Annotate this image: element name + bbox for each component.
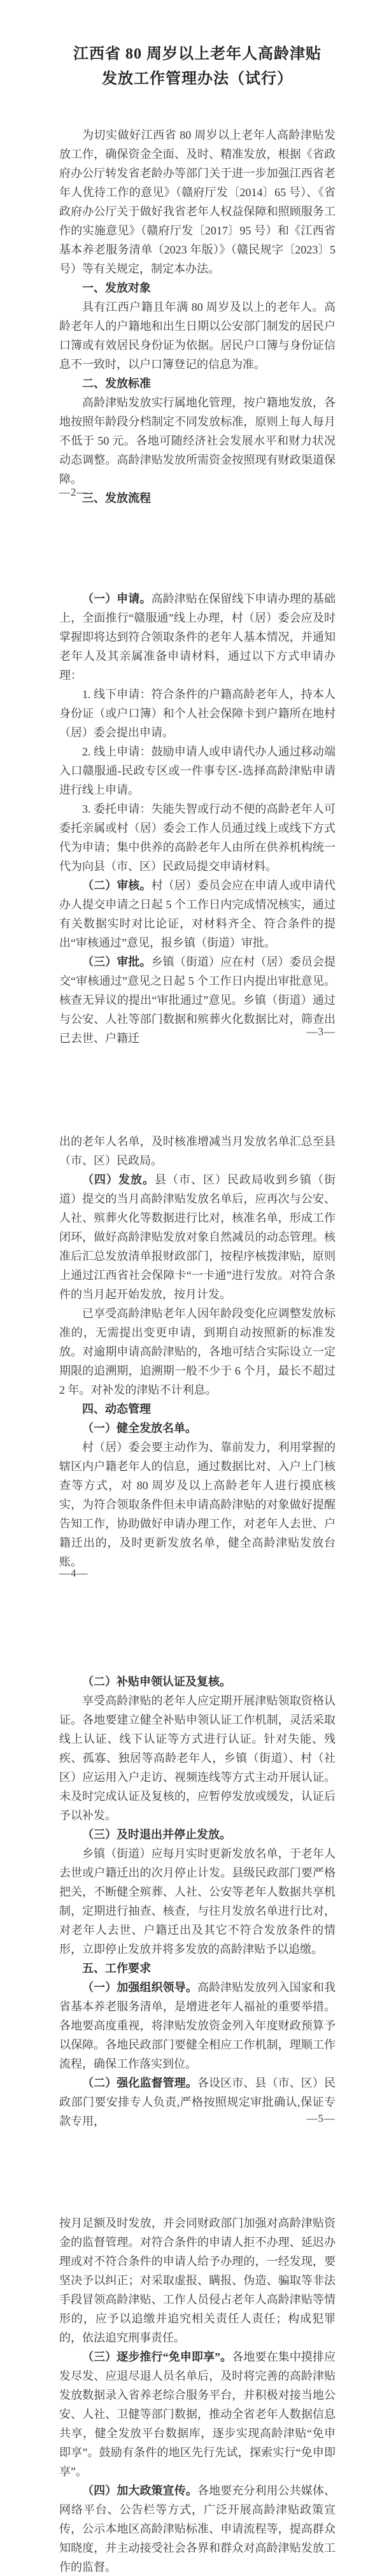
sub-section-heading: （一）健全发放名单。 [82,1422,197,1435]
paragraph: （一）加强组织领导。高龄津贴发放列入国家和我省基本养老服务清单，是增进老年人福祉的重要举措。各地要高度重视，将津贴发放资金列入年度财政预算予以保障。各地民政部门要健全相应工作机制，理顺工作流程，确保工作落实到位。 [59,1981,336,2070]
paragraph: 出的老年人名单，及时核准增减当月发放名单汇总至县（市、区）民政局。 [59,1135,336,1167]
paragraph: （二）强化监督管理。各设区市、县（市、区）民政部门要安排专人负责,严格按照规定审批确认,保证专款专用， [59,2077,336,2128]
document-title [53,42,342,92]
section-heading: 一、发放对象 [82,282,151,294]
paragraph: 为切实做好江西省 80 周岁以上老年人高龄津贴发放工作，确保资金全面、及时、精准发放，根据《省政府办公厅转发省老龄办等部门关于进一步加强江西省老年人优待工作的意见》（赣府厅发〔2014〕65 号）、《省政府办公厅关于做好我省老年人权益保障和照顾服务工作的实施意见》（赣府厅发〔2017〕95 号）和《江西省基本养老服务清单（2023 年版）》（赣民规字〔2023〕5 号）等有关规定，制定本办法。 [59,129,336,275]
page-4-body [59,1672,336,2131]
page-2-body [59,589,336,1048]
paragraph: 1. 线下申请：符合条件的户籍高龄老年人，持本人身份证（或户口簿）和个人社会保障卡到户籍所在地村（居）委会提出申请。 [59,688,336,739]
page-1-body [59,125,336,508]
page-number: —4— [59,1567,88,1579]
page-number: —2— [59,486,88,498]
section-heading: 五、工作要求 [82,1962,151,1975]
page-3-body [59,1132,336,1571]
document-title-line-2: 发放工作管理办法（试行） [102,71,293,87]
paragraph-lead-label: （三）审批。 [82,955,152,968]
paragraph: 3. 委托申请：失能失智或行动不便的高龄老年人可委托亲属或村（居）委会工作人员通过线上或线下方式代为申请；集中供养的高龄老年人由所在供养机构统一代为向县（市、区）民政局提交申请材料。 [59,803,336,873]
page-number: —3— [306,1026,336,1038]
paragraph: 村（居）委会要主动作为、靠前发力，利用掌握的辖区内户籍老年人的信息，通过数据比对、入户上门核查等方式，对 80 周岁及以上高龄老年人进行摸底核实，为符合领取条件但未申请高龄津贴的对象做好提醒告知工作，协助做好申请办理工作，对老年人去世、户籍迁出的，及时更新发放名单，健全高龄津贴发放台账。 [59,1441,336,1568]
paragraph-lead-label: （一）申请。 [82,592,152,605]
paragraph-lead-label: （四）加大政策宣传。 [82,2484,197,2497]
paragraph: 享受高龄津贴的老年人应定期开展津贴领取资格认证。各地要建立健全补贴申领认证工作机制，灵活采取线上认证、线下认证等方式进行认证。针对失能、残疾、孤寡、独居等高龄老年人，乡镇（街道）、村（社区）应运用入户走访、视频连线等方式主动开展认证。未及时完成认证及复核的，应暂停发放或缓发，认证后予以补发。 [59,1694,336,1822]
paragraph: （三）审批。乡镇（街道）应在村（居）委员会提交“审核通过”意见之日起 5 个工作日内提出审批意见。核查无异议的提出“审批通过”意见。乡镇（街道）通过与公安、人社等部门数据和殡葬火化数据比对，筛查出已去世、户籍迁 [59,955,336,1045]
paragraph: （一）申请。高龄津贴在保留线下申请办理的基础上，全面推行“赣服通”线上办理，村（居）委会应及时掌握即将达到符合领取条件的老年人基本情况，并通知老年人及其亲属准备申请材料，通过以下方式申请办理： [59,592,336,682]
paragraph: （三）逐步推行“免申即享”。各地要在集中摸排应发尽发、应退尽退人员名单后，及时将完善的高龄津贴发放数据录入省养老综合服务平台，并积极对接当地公安、人社、卫健等部门数据，推动全省老年人数据信息共享，健全发放平台数据库，逐步实现高龄津贴“免申即享”。鼓励有条件的地区先行先试，探索实行“免申即享”。 [59,2351,336,2478]
paragraph: 高龄津贴发放实行属地化管理，按户籍地发放，各地按照年龄段分档制定不同发放标准，原则上每人每月不低于 50 元。各地可随经济社会发展水平和财力状况动态调整。高龄津贴发放所需资金按照现有财政渠道保障。 [59,396,336,485]
paragraph: 具有江西户籍且年满 80 周岁及以上的老年人。高龄老年人的户籍地和出生日期以公安部门制发的居民户口簿或有效居民身份证为依据。居民户口簿与身份证信息不一致时，以户口簿登记的信息为准。 [59,301,336,371]
paragraph-lead-label: （三）逐步推行“免申即享”。 [82,2351,232,2363]
paragraph: 乡镇（街道）应每月实时更新发放名单，于老年人去世或户籍迁出的次月停止计发。县级民政部门要严格把关，不断健全殡葬、人社、公安等老年人数据共享机制，定期进行抽查、核查，与往月发放名单进行比对，对老年人去世、户籍迁出及其它不符合发放条件的情形，立即停止发放并将多发放的高龄津贴予以追缴。 [59,1847,336,1956]
paragraph: （四）发放。县（市、区）民政局收到乡镇（街道）提交的当月高龄津贴发放名单后，应再次与公安、人社、殡葬火化等数据进行比对，核准名单，形成工作闭环，做好高龄津贴发放对象自然减员的动态管理。核准后汇总发放清单报财政部门，按程序核拨津贴，原则上通过江西省社会保障卡“一卡通”进行发放。对符合条件的当月起开始发放，按月计发。 [59,1173,336,1301]
paragraph: 已享受高龄津贴老年人因年龄段变化应调整发放标准的，无需提出变更申请，到期自动按照新的标准发放。对逾期申请高龄津贴的，各地可结合实际设立一定期限的追溯期，追溯期一般不少于 6 个月，最长不超过 2 年。对补发的津贴不计利息。 [59,1307,336,1396]
sub-section-heading: （二）补贴申领认证及复核。 [82,1675,231,1688]
section-heading: 二、发放标准 [82,377,151,390]
section-heading: 四、动态管理 [82,1403,151,1415]
paragraph: 按月足额及时发放，并会同财政部门加强对高龄津贴资金的监督管理。对符合条件的申请人拒不办理、延迟办理或对不符合条件的申请人给予办理的，一经发现，要坚决予以纠正；对采取虚报、瞒报、伪造、骗取等非法手段冒领高龄津贴、工作人员侵占老年人高龄津贴等情形的，应予以追缴并追究相关责任人责任；构成犯罪的，依法追究刑事责任。 [59,2217,336,2344]
page-number: —5— [306,2112,336,2124]
paragraph-lead-label: （一）加强组织领导。 [82,1981,197,1994]
paragraph: （二）审核。村（居）委员会应在申请人或申请代办人提交申请之日起 5 个工作日内完成情况核实，通过有关数据实时对比论证，对材料齐全、符合条件的提出“审核通过”意见，报乡镇（街道）审批。 [59,879,336,949]
section-heading: 三、发放流程 [82,492,151,504]
document-title-line-1: 江西省 80 周岁以上老年人高龄津贴 [73,46,322,62]
sub-section-heading: （三）及时退出并停止发放。 [82,1828,231,1841]
page-5-body [59,2214,336,2576]
paragraph-lead-label: （二）审核。 [82,879,152,892]
paragraph: 2. 线上申请：鼓励申请人或申请代办人通过移动端入口赣服通-民政专区或一件事专区-选择高龄津贴申请进行线上申请。 [59,745,336,796]
paragraph: （四）加大政策宣传。各地要充分利用公共媒体、网络平台、公告栏等方式，广泛开展高龄津贴政策宣传，公示本地区高龄津贴标准、申请流程等，提高群众知晓度，并主动接受社会各界和群众对高龄津贴发放工作的监督。 [59,2484,336,2573]
paragraph-lead-label: （二）强化监督管理。 [82,2077,197,2089]
paragraph-lead-label: （四）发放。 [82,1173,155,1186]
